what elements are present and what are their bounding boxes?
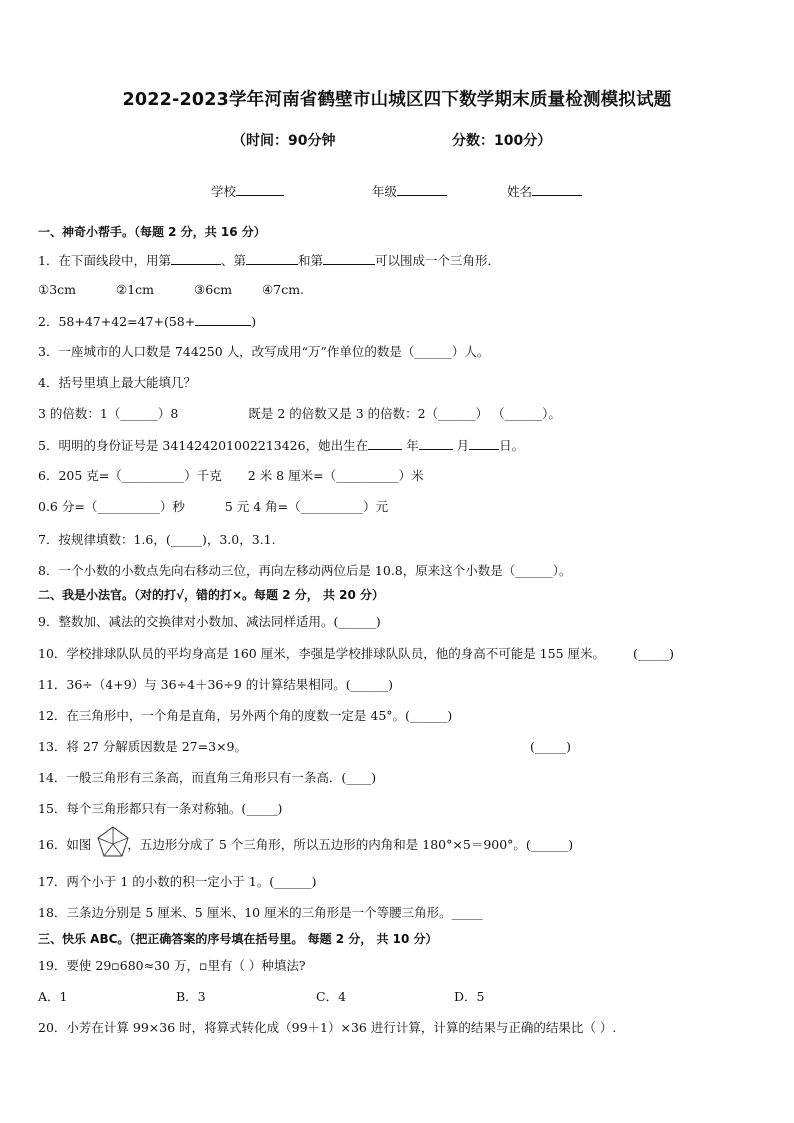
q1-text-d: 可以围成一个三角形．	[375, 253, 501, 268]
q10-answer: (_____)	[633, 646, 675, 661]
q1-text-b: 、第	[220, 253, 246, 268]
q5-blank-year	[368, 437, 402, 450]
q1-text-a: 1．在下面线段中，用第	[38, 253, 171, 268]
q19-option-b: B．3	[176, 989, 206, 1004]
grade-blank	[397, 183, 447, 196]
q19-option-d: D．5	[454, 989, 485, 1004]
q5-text-c: 月	[456, 438, 470, 453]
q5-text-a: 5．明明的身份证号是 341424201002213426，她出生在	[38, 438, 369, 453]
school-label: 学校	[211, 184, 237, 199]
grade-field	[372, 182, 447, 200]
q19-option-c: C．4	[316, 989, 347, 1004]
q2-text-b: )	[251, 314, 257, 329]
q1-blank-3	[323, 252, 375, 265]
q2-text-a: 2．58+47+42=47+(58+	[38, 314, 196, 329]
question-10	[38, 646, 674, 662]
question-19: 19．要使 29▫680≈30 万，▫里有（ ）种填法?	[38, 958, 306, 973]
question-5	[38, 437, 524, 454]
name-field	[507, 182, 582, 200]
q6-part-d: 5 元 4 角=（__________）元	[224, 499, 389, 514]
question-1	[38, 252, 500, 269]
question-12: 12．在三角形中，一个角是直角，另外两个角的度数一定是 45°。(______)	[38, 708, 453, 723]
q16-text-a: 16．如图	[38, 837, 92, 852]
section-3-heading: 三、快乐 ABC。（把正确答案的序号填在括号里。 每题 2 分， 共 10 分）	[38, 932, 438, 946]
school-blank	[236, 183, 284, 196]
q4-part-a: 3 的倍数：1（______）8	[38, 406, 179, 421]
exam-score: 分数：100分）	[452, 133, 552, 149]
exam-time: （时间：90分钟	[232, 133, 336, 149]
q5-blank-month	[419, 437, 453, 450]
q1-blank-2	[246, 252, 298, 265]
question-20: 20．小芳在计算 99×36 时，将算式转化成（99＋1）×36 进行计算，计算的结果与正确的结果比（ ）.	[38, 1020, 617, 1035]
name-label: 姓名	[507, 184, 533, 199]
section-2-heading: 二、我是小法官。（对的打√，错的打×。每题 2 分， 共 20 分）	[38, 588, 384, 602]
q16-text-b: ，五边形分成了 5 个三角形，所以五边形的内角和是 180°×5＝900°。(______)	[127, 837, 574, 852]
q6-part-a: 6．205 克=（__________）千克	[38, 468, 222, 483]
question-19-options	[38, 989, 484, 1005]
section-1-heading: 一、神奇小帮手。（每题 2 分，共 16 分）	[38, 225, 266, 239]
q1-blank-1	[171, 252, 221, 265]
page-title: 2022-2023学年河南省鹤壁市山城区四下数学期末质量检测模拟试题	[122, 90, 672, 110]
q1-text-c: 和第	[297, 253, 323, 268]
question-15: 15．每个三角形都只有一条对称轴。(_____)	[38, 801, 283, 816]
q6-part-c: 0.6 分=（__________）秒	[38, 499, 185, 514]
name-blank	[532, 183, 582, 196]
q10-text: 10．学校排球队队员的平均身高是 160 厘米，李强是学校排球队队员，他的身高不可能是 155 厘米。	[38, 646, 606, 661]
question-4: 4．括号里填上最大能填几？	[38, 375, 196, 390]
question-6-row-1	[38, 468, 424, 484]
question-18: 18．三条边分别是 5 厘米、5 厘米、10 厘米的三角形是一个等腰三角形。_____	[38, 905, 483, 920]
q5-blank-day	[469, 437, 499, 450]
question-11: 11．36÷（4+9）与 36÷4＋36÷9 的计算结果相同。(______)	[38, 677, 394, 692]
question-4-row	[38, 406, 561, 422]
q6-part-b: 2 米 8 厘米=（__________）米	[247, 468, 424, 483]
question-2	[38, 313, 256, 330]
question-13	[38, 739, 571, 755]
q13-text: 13．将 27 分解质因数是 27=3×9。	[38, 739, 247, 754]
question-17: 17．两个小于 1 的小数的积一定小于 1。(______)	[38, 874, 317, 889]
q13-answer: (_____)	[530, 739, 572, 754]
pentagon-figure	[96, 825, 130, 859]
question-7: 7．按规律填数：1.6，(_____)，3.0，3.1.	[38, 532, 276, 547]
grade-label: 年级	[372, 184, 398, 199]
question-8: 8．一个小数的小数点先向右移动三位，再向左移动两位后是 10.8，原来这个小数是（______）。	[38, 563, 572, 578]
q1-option-2: ②1cm	[116, 282, 155, 297]
q2-blank	[195, 313, 251, 326]
q19-option-a: A．1	[38, 989, 68, 1004]
q5-text-b: 年	[406, 438, 419, 453]
q1-option-1: ①3cm	[38, 282, 77, 297]
q5-text-d: 日。	[499, 438, 525, 453]
question-6-row-2	[38, 499, 388, 515]
q1-option-4: ④7cm.	[262, 282, 305, 297]
q1-option-3: ③6cm	[194, 282, 233, 297]
question-9: 9．整数加、减法的交换律对小数加、减法同样适用。(______)	[38, 614, 381, 629]
q4-part-b: 既是 2 的倍数又是 3 的倍数：2（______） （______）。	[248, 406, 561, 421]
school-field	[211, 182, 284, 200]
question-14: 14．一般三角形有三条高，而直角三角形只有一条高．(____)	[38, 770, 377, 785]
question-3: 3．一座城市的人口数是 744250 人，改写成用“万”作单位的数是（______）人。	[38, 344, 490, 359]
question-1-options	[38, 282, 304, 298]
